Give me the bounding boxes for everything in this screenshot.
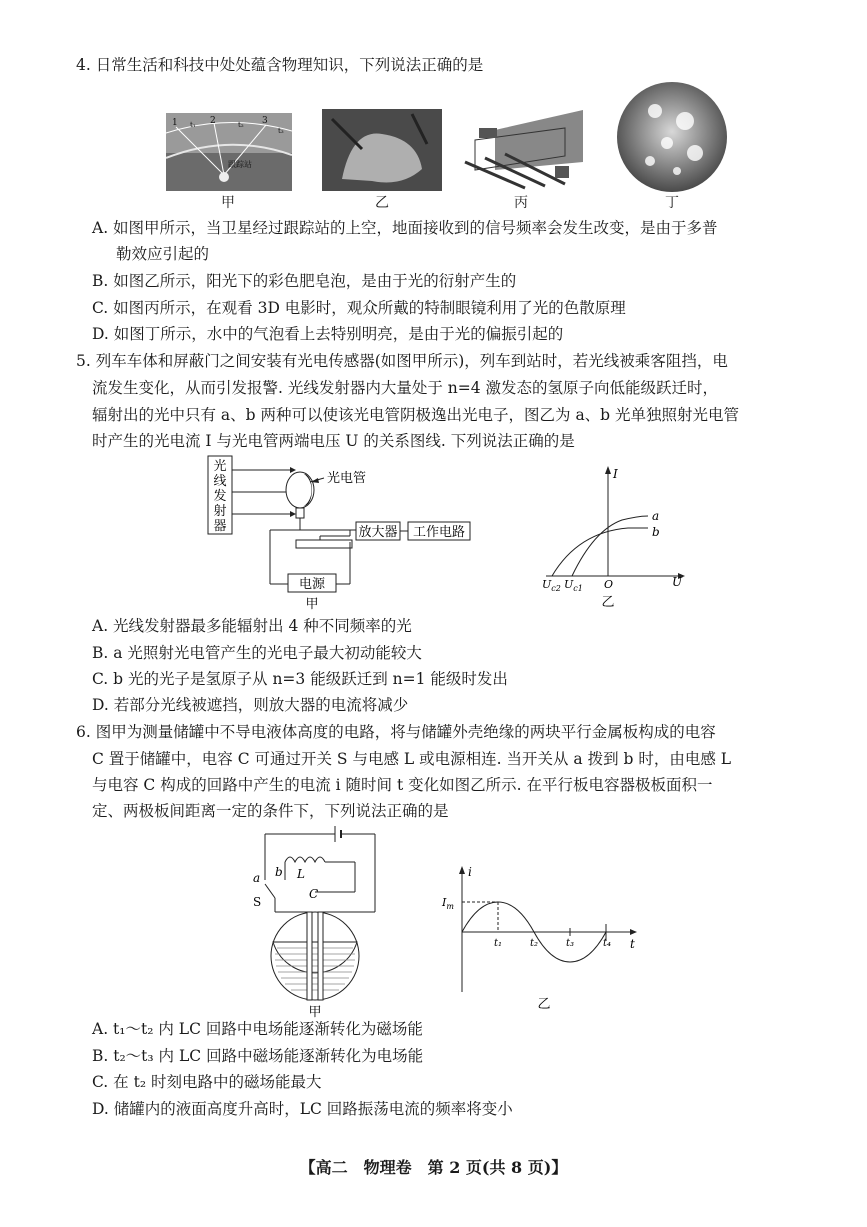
work-circuit-label: 工作电路 xyxy=(412,525,466,540)
tick-t2: t₂ xyxy=(530,938,539,949)
switch-s-label: S xyxy=(253,895,262,909)
q4-option-a-line2: 勒效应引起的 xyxy=(116,245,210,263)
soap-bubble-photo xyxy=(322,109,442,191)
q4-stem: 4. 日常生活和科技中处处蕴含物理知识，下列说法正确的是 xyxy=(76,56,484,74)
tracking-station-icon xyxy=(219,172,229,182)
capacitor-plate-left xyxy=(307,912,312,1000)
q4-option-c: C. 如图丙所示，在观看 3D 电影时，观众所戴的特制眼镜利用了光的色散原理 xyxy=(92,299,626,317)
axis-t-label: t xyxy=(630,937,635,951)
axis-u-label: U xyxy=(672,575,683,589)
emitter-char-3: 发 xyxy=(213,489,227,504)
sat-label-1: 1 xyxy=(172,118,178,128)
water-bubbles-photo xyxy=(615,81,729,193)
sat-label-t3: t₃ xyxy=(278,127,284,135)
satellite-diagram xyxy=(166,113,292,191)
q6-caption-yi: 乙 xyxy=(537,997,551,1012)
axis-i-label-q6: i xyxy=(468,865,472,879)
curve-a xyxy=(572,516,648,576)
q4-caption-ding: 丁 xyxy=(665,195,679,211)
q6-option-b: B. t₂～t₃ 内 LC 回路中磁场能逐渐转化为电场能 xyxy=(92,1047,424,1065)
q5-stem-line4: 时产生的光电流 I 与光电管两端电压 U 的关系图线. 下列说法正确的是 xyxy=(92,432,575,450)
q4-figure-water-bubbles xyxy=(615,81,729,193)
emitter-char-4: 射 xyxy=(213,504,227,519)
q6-tank-circuit xyxy=(245,822,395,1020)
switch-a-label: a xyxy=(253,871,261,885)
capacitor-plate-right xyxy=(318,912,323,1000)
q5-stem-line3: 辐射出的光中只有 a、b 两种可以使该光电管阴极逸出光电子，图乙为 a、b 光单独照射光电管 xyxy=(92,406,740,424)
q6-stem-line4: 定、两极板间距离一定的条件下，下列说法正确的是 xyxy=(92,802,449,820)
curve-b-label: b xyxy=(652,525,660,539)
tick-t1: t₁ xyxy=(494,938,503,949)
q5-iu-graph xyxy=(538,462,698,612)
q5-circuit-diagram xyxy=(200,452,500,612)
q6-stem-line2: C 置于储罐中，电容 C 可通过开关 S 与电感 L 或电源相连. 当开关从 a 拨到 b 时，由电感 L xyxy=(92,750,732,768)
q4-option-b: B. 如图乙所示，阳光下的彩色肥皂泡，是由于光的衍射产生的 xyxy=(92,272,517,290)
q5-stem-line1: 5. 列车车体和屏蔽门之间安装有光电传感器(如图甲所示)，列车到站时，若光线被乘客阻挡，电 xyxy=(76,352,728,370)
emitter-char-5: 器 xyxy=(213,519,227,534)
axis-i-label: I xyxy=(613,467,618,481)
capacitor-label: C xyxy=(309,887,319,901)
q5-option-a: A. 光线发射器最多能辐射出 4 种不同频率的光 xyxy=(92,617,412,635)
amplifier-label: 放大器 xyxy=(358,525,398,540)
sat-label-t1: t₁ xyxy=(190,121,196,129)
sat-label-2: 2 xyxy=(210,116,216,126)
q6-stem-line3: 与电容 C 构成的回路中产生的电流 i 随时间 t 变化如图乙所示. 在平行板电容器极板面积一 xyxy=(92,776,713,794)
3d-glasses-diagram xyxy=(455,100,587,192)
q4-figure-bubble xyxy=(322,109,442,191)
sat-label-t2: t₂ xyxy=(238,121,244,129)
page-footer: 【高二 物理卷 第 2 页(共 8 页)】 xyxy=(299,1158,568,1177)
q6-option-a: A. t₁～t₂ 内 LC 回路中电场能逐渐转化为磁场能 xyxy=(92,1020,423,1038)
q4-option-d: D. 如图丁所示，水中的气泡看上去特别明亮，是由于光的偏振引起的 xyxy=(92,325,564,343)
q6-it-graph xyxy=(440,862,640,1012)
q5-option-d: D. 若部分光线被遮挡，则放大器的电流将减少 xyxy=(92,696,409,714)
tick-t4: t₄ xyxy=(603,938,612,949)
q5-option-c: C. b 光的光子是氢原子从 n=3 能级跃迁到 n=1 能级时发出 xyxy=(92,670,508,688)
q4-figure-3d xyxy=(455,100,587,192)
phototube-icon xyxy=(286,472,314,508)
q6-stem-line1: 6. 图甲为测量储罐中不导电液体高度的电路，将与储罐外壳绝缘的两块平行金属板构成的电容 xyxy=(76,723,716,741)
emitter-char-1: 光 xyxy=(213,459,227,474)
inductor-coil xyxy=(285,857,325,862)
power-label: 电源 xyxy=(298,577,326,592)
rheostat xyxy=(296,540,352,548)
q5-stem-line2: 流发生变化，从而引发报警. 光线发射器内大量处于 n=4 激发态的氢原子向低能级跃迁时， xyxy=(92,379,719,397)
im-label: $I_m$ xyxy=(442,896,454,911)
curve-b xyxy=(552,528,648,576)
q5-option-b: B. a 光照射光电管产生的光电子最大初动能较大 xyxy=(92,644,422,662)
q4-option-a-line1: A. 如图甲所示，当卫星经过跟踪站的上空，地面接收到的信号频率会发生改变，是由于多普 xyxy=(92,219,718,237)
sat-station-label: 跟踪站 xyxy=(228,160,252,169)
tick-t3: t₃ xyxy=(566,938,575,949)
sat-label-3: 3 xyxy=(262,116,268,126)
emitter-char-2: 线 xyxy=(213,474,227,489)
q5-caption-yi: 乙 xyxy=(601,595,615,610)
q4-caption-yi: 乙 xyxy=(375,195,389,211)
q4-caption-bing: 丙 xyxy=(514,195,528,211)
q6-option-c: C. 在 t₂ 时刻电路中的磁场能最大 xyxy=(92,1073,322,1091)
origin-label: O xyxy=(604,578,614,591)
switch-b-label: b xyxy=(275,865,283,879)
q4-caption-jia: 甲 xyxy=(221,195,235,211)
tank-icon xyxy=(271,912,359,1000)
uc1-label: $U_{c1}$ xyxy=(564,578,583,593)
phototube-label: 光电管 xyxy=(327,471,367,486)
uc2-label: $U_{c2}$ xyxy=(542,578,561,593)
inductor-label: L xyxy=(297,867,305,881)
curve-a-label: a xyxy=(652,509,660,523)
switch-s xyxy=(265,884,275,898)
q5-caption-jia: 甲 xyxy=(305,597,319,612)
q6-option-d: D. 储罐内的液面高度升高时，LC 回路振荡电流的频率将变小 xyxy=(92,1100,513,1118)
q6-caption-jia: 甲 xyxy=(308,1005,322,1020)
q4-figure-satellite xyxy=(166,113,292,191)
